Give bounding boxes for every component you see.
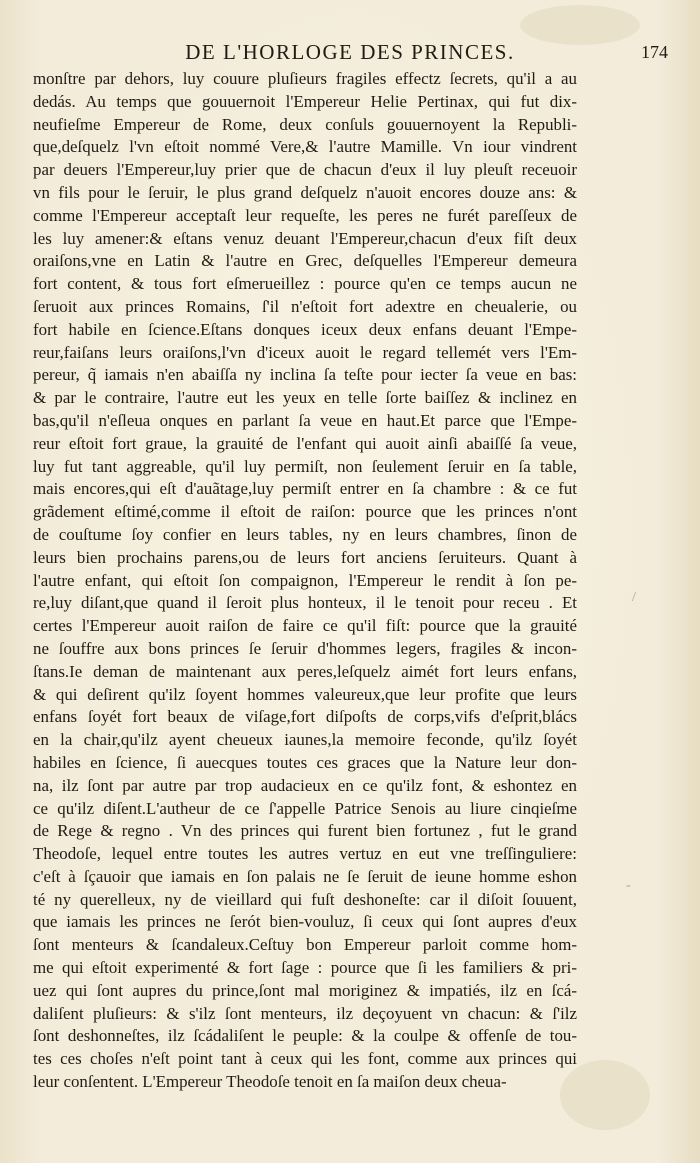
text-line: fort content, & tous fort eſmerueillez : pource qu'en ce temps aucun ne: [33, 274, 577, 294]
text-line: neufieſme Empereur de Rome, deux conſuls gouuernoyent la Republi-: [33, 114, 577, 134]
text-line: reur eſtoit fort graue, la grauité de l'enfant qui auoit ainſi abaiſſé ſa veue,: [33, 433, 577, 453]
text-line: comme l'Empereur acceptaſt leur requeſte, les peres ne furét pareſſeux de: [33, 205, 577, 225]
text-line: fort habile en ſcience.Eſtans donques iceux deux enfans deuant l'Empe-: [33, 319, 577, 339]
text-line: par deuers l'Empereur,luy prier que de chacun d'eux il luy pleuſt receuoir: [33, 160, 577, 180]
text-line: certes l'Empereur auoit raiſon de faire ce qu'il fiſt: pource que la grauité: [33, 616, 577, 636]
text-line: ſont menteurs & ſcandaleux.Ceſtuy bon Empereur parloit comme hom-: [33, 935, 577, 955]
text-line: ne ſouffre aux bons princes ſe ſeruir d'hommes legers, fragiles & incon-: [33, 638, 577, 658]
text-line: de Rege & regno . Vn des princes qui furent bien fortunez , fut le grand: [33, 821, 577, 841]
text-line: ce qu'ilz diſent.L'autheur de ce ſ'appelle Patrice Senois au liure cinqieſme: [33, 798, 577, 818]
text-line: dedás. Au temps que gouuernoit l'Empereur Helie Pertinax, qui fut dix-: [33, 91, 577, 111]
page-number: 174: [641, 42, 668, 62]
text-line: reur,faiſans leurs oraiſons,l'vn d'iceux auoit le regard tellemét vers l'Em-: [33, 342, 577, 362]
text-line: en la chair,qu'ilz ayent cheueux iaunes,la memoire feconde, qu'ilz ſoyét: [33, 730, 577, 750]
text-line: c'eſt à ſçauoir que iamais en ſon palais ne ſe ſeruit de ieune homme eshon: [33, 866, 577, 886]
text-line: que iamais les princes ne ſerót bien-vouluz, ſi ceux qui ſont aupres d'eux: [33, 912, 577, 932]
text-line: luy fut tant aggreable, qu'il luy permiſt, non ſeulement ſeruir en ſa table,: [33, 456, 577, 476]
paper-stain: [520, 5, 640, 45]
body-text: [33, 68, 577, 1094]
text-line: monſtre par dehors, luy couure pluſieurs fragiles effectz ſecrets, qu'il a au: [33, 69, 577, 88]
text-line: oraiſons,vne en Latin & l'autre en Grec, deſquelles l'Empereur demeura: [33, 251, 577, 271]
text-line: habiles en ſcience, ſi auecques toutes ces graces que la Nature leur don-: [33, 752, 577, 772]
text-line: vn fils pour le ſeruir, le plus grand deſquelz n'auoit encores douze ans: &: [33, 182, 577, 202]
text-line: grãdement eſtimé,comme il eſtoit de raiſon: pource que les princes n'ont: [33, 502, 577, 522]
page-header: [30, 40, 670, 68]
text-line: leur conſentent. L'Empereur Theodoſe tenoit en ſa maiſon deux cheua-: [33, 1072, 507, 1092]
text-line: de couſtume ſoy confier en leurs tables, ny en leurs chambres, ſinon de: [33, 524, 577, 544]
text-line: uez qui ſont aupres du prince,ſont mal moriginez & impatiés, ilz en ſcá-: [33, 980, 577, 1000]
text-line: na, ilz ſont par autre par trop audacieux en ce qu'ilz font, & eshontez en: [33, 775, 577, 795]
text-line: leurs bien prochains parens,ou de leurs fort anciens ſeruiteurs. Quant à: [33, 547, 577, 567]
text-line: Theodoſe, lequel entre toutes les autres vertuz en eut vne treſſinguliere:: [33, 844, 577, 864]
text-line: mais encores,qui eſt d'auãtage,luy permiſt entrer en ſa chambre : & ce fut: [33, 479, 577, 499]
text-line: re,luy diſant,que quand il ſeroit plus honteux, il le tenoit pour receu . Et: [33, 593, 577, 613]
text-line: té ny querelleux, ny de vieillard qui fuſt deshoneſte: car il diſoit ſouuent,: [33, 889, 577, 909]
text-line: ſtans.Ie deman de maintenant aux peres,leſquelz aimét fort leurs enfans,: [33, 661, 577, 681]
text-line: enfans ſoyét fort beaux de viſage,fort diſpoſts de corps,vifs d'eſprit,blács: [33, 707, 577, 727]
margin-tick-mark: -: [626, 878, 631, 893]
text-line: que,deſquelz l'vn eſtoit nommé Vere,& l'autre Mamille. Vn iour vindrent: [33, 137, 577, 157]
text-line: daliſent pluſieurs: & s'ilz ſont menteurs, ilz deçoyuent vn chacun: & ſ'ilz: [33, 1003, 577, 1023]
text-line: ſeruoit aux princes Romains, ſ'il n'eſtoit fort adextre en cheualerie, ou: [33, 296, 577, 316]
text-line: les luy amener:& eſtans venuz deuant l'Empereur,chacun d'eux fiſt deux: [33, 228, 577, 248]
margin-tick-mark: /: [632, 590, 636, 605]
text-line: bas,qu'il n'eſleua onques en parlant ſa veue en haut.Et parce que l'Empe-: [33, 410, 577, 430]
text-line: ſont deshonneſtes, ilz ſcádaliſent le peuple: & la coulpe & offenſe de tou-: [33, 1026, 577, 1046]
text-line: l'autre enfant, qui eſtoit ſon compaignon, l'Empereur le rendit à ſon pe-: [33, 570, 577, 590]
text-line: & par le contraire, l'autre eut les yeux en telle ſorte baiſſez & inclinez en: [33, 388, 577, 408]
text-line: me qui eſtoit experimenté & fort ſage : pource que ſi les familiers & pri-: [33, 958, 577, 978]
text-line: & qui deſirent qu'ilz ſoyent hommes valeureux,que leur profite que leurs: [33, 684, 577, 704]
text-line: pereur, q̃ iamais n'en abaiſſa ny inclina ſa teſte pour iecter ſa veue en bas:: [33, 365, 577, 385]
running-head: DE L'HORLOGE DES PRINCES.: [185, 40, 515, 64]
text-line: tes ces choſes n'eſt point tant à ceux qui les font, comme aux princes qui: [33, 1049, 577, 1069]
